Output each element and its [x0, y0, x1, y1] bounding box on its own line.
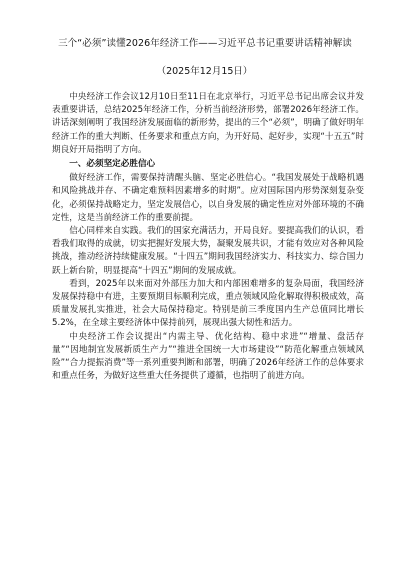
document-title: 三个“必须”读懂2026年经济工作——习近平总书记重要讲话精神解读 — [58, 38, 352, 49]
paragraph: 做好经济工作，需要保持清醒头脑、坚定必胜信心。“我国发展处于战略机遇和风险挑战并存、不确定难预料因素增多的时期”。应对国际国内形势深刻复杂变化，必须保持战略定力，坚定发展信心，以自身发展的确定性应对外部环境的不确定性，这是当前经济工作的重要前提。 — [52, 173, 364, 223]
document-body — [52, 91, 364, 383]
section-heading: 一、必须坚定必胜信心 — [69, 159, 156, 170]
paragraph: 中央经济工作会议提出“内需主导、优化结构、稳中求进”“增量、盘活存量”“因地制宜发展新质生产力”“推进全国统一大市场建设”“防范化解重点领域风险”“合力提振消费”等一系列重要判断和部署，明确了2026年经济工作的总体要求和重点任务，为做好这些重大任务提供了遵循，也指明了前进方向。 — [52, 331, 364, 382]
paragraph: 看到，2025年以来面对外部压力加大和内部困难增多的复杂局面，我国经济发展保持稳中有进，主要预期目标顺利完成，重点领域风险化解取得积极成效，高质量发展扎实推进，社会大局保持稳定。特别是前三季度国内生产总值同比增长5.2%，在全球主要经济体中保持前列，展现出强大韧性和活力。 — [52, 278, 364, 329]
paragraph: 中央经济工作会议12月10日至11日在北京举行，习近平总书记出席会议并发表重要讲话，总结2025年经济工作，分析当前经济形势，部署2026年经济工作。讲话深刻阐明了我国经济发展面临的新形势，提出的三个“必须”，明确了做好明年经济工作的重大判断、任务要求和重点方向，为开好局、起好步，实现“十五五”时期良好开局指明了方向。 — [52, 92, 364, 155]
paragraph: 信心同样来自实践。我们的国家充满活力，开局良好。要提高我们的认识，看看我们取得的成就，切实把握好发展大势，凝聚发展共识，才能有效应对各种风险挑战，推动经济持续健康发展。“十四五”期间我国经济实力、科技实力、综合国力跃上新台阶，明显提高“十四五”期间的发展成就。 — [52, 226, 364, 276]
document-date: （2025年12月15日） — [156, 66, 253, 77]
